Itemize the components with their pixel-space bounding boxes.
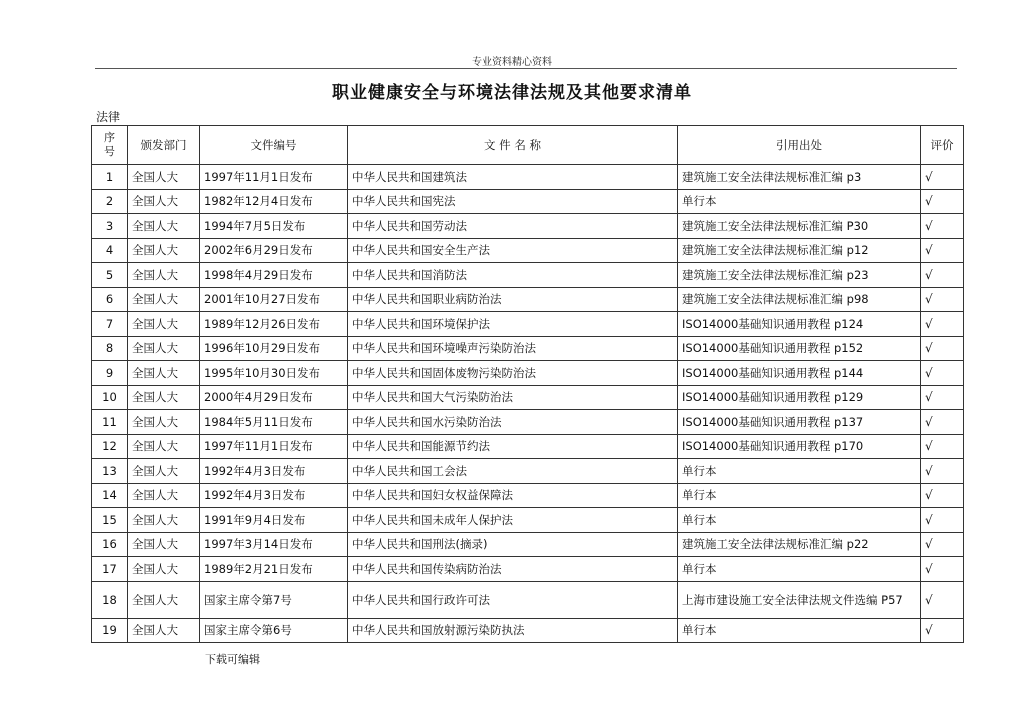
cell-seq: 6: [92, 287, 128, 312]
cell-dept: 全国人大: [128, 165, 200, 190]
cell-number: 2002年6月29日发布: [200, 238, 348, 263]
cell-eval-check-icon: √: [921, 336, 964, 361]
cell-name: 中华人民共和国刑法(摘录): [348, 532, 678, 557]
cell-eval-check-icon: √: [921, 361, 964, 386]
cell-name: 中华人民共和国能源节约法: [348, 434, 678, 459]
cell-number: 2001年10月27日发布: [200, 287, 348, 312]
cell-seq: 3: [92, 214, 128, 239]
table-row: [92, 312, 964, 337]
cell-seq: 16: [92, 532, 128, 557]
section-label: 法律: [96, 110, 121, 124]
table-row: [92, 434, 964, 459]
cell-seq: 15: [92, 508, 128, 533]
cell-name: 中华人民共和国工会法: [348, 459, 678, 484]
cell-name: 中华人民共和国消防法: [348, 263, 678, 288]
cell-name: 中华人民共和国水污染防治法: [348, 410, 678, 435]
cell-name: 中华人民共和国传染病防治法: [348, 557, 678, 582]
cell-source: 建筑施工安全法律法规标准汇编 p23: [678, 263, 921, 288]
cell-eval-check-icon: √: [921, 557, 964, 582]
cell-seq: 7: [92, 312, 128, 337]
cell-source: 单行本: [678, 557, 921, 582]
cell-eval-check-icon: √: [921, 263, 964, 288]
footer-note: 下载可编辑: [205, 653, 260, 666]
cell-source: 建筑施工安全法律法规标准汇编 p22: [678, 532, 921, 557]
cell-dept: 全国人大: [128, 263, 200, 288]
cell-source: 建筑施工安全法律法规标准汇编 P30: [678, 214, 921, 239]
cell-seq: 8: [92, 336, 128, 361]
cell-eval-check-icon: √: [921, 238, 964, 263]
cell-name: 中华人民共和国职业病防治法: [348, 287, 678, 312]
cell-eval-check-icon: √: [921, 532, 964, 557]
cell-number: 1992年4月3日发布: [200, 459, 348, 484]
cell-number: 1982年12月4日发布: [200, 189, 348, 214]
cell-source: ISO14000基础知识通用教程 p144: [678, 361, 921, 386]
table-row: [92, 557, 964, 582]
cell-seq: 11: [92, 410, 128, 435]
column-header-name: 文 件 名 称: [348, 126, 678, 165]
cell-seq: 17: [92, 557, 128, 582]
cell-eval-check-icon: √: [921, 410, 964, 435]
header-note: 专业资料精心资料: [472, 57, 552, 68]
table-row: [92, 385, 964, 410]
cell-eval-check-icon: √: [921, 287, 964, 312]
cell-eval-check-icon: √: [921, 165, 964, 190]
cell-seq: 10: [92, 385, 128, 410]
cell-dept: 全国人大: [128, 459, 200, 484]
cell-source: 上海市建设施工安全法律法规文件选编 P57: [678, 581, 921, 618]
cell-source: ISO14000基础知识通用教程 p137: [678, 410, 921, 435]
cell-dept: 全国人大: [128, 214, 200, 239]
cell-dept: 全国人大: [128, 385, 200, 410]
cell-number: 1992年4月3日发布: [200, 483, 348, 508]
cell-name: 中华人民共和国大气污染防治法: [348, 385, 678, 410]
column-header-source: 引用出处: [678, 126, 921, 165]
cell-seq: 14: [92, 483, 128, 508]
cell-name: 中华人民共和国妇女权益保障法: [348, 483, 678, 508]
regulations-table: [91, 125, 964, 643]
table-row: [92, 165, 964, 190]
cell-dept: 全国人大: [128, 618, 200, 643]
cell-number: 1991年9月4日发布: [200, 508, 348, 533]
cell-seq: 1: [92, 165, 128, 190]
cell-dept: 全国人大: [128, 287, 200, 312]
cell-name: 中华人民共和国建筑法: [348, 165, 678, 190]
cell-name: 中华人民共和国环境保护法: [348, 312, 678, 337]
cell-source: 建筑施工安全法律法规标准汇编 p3: [678, 165, 921, 190]
cell-source: ISO14000基础知识通用教程 p124: [678, 312, 921, 337]
cell-source: 单行本: [678, 618, 921, 643]
cell-number: 2000年4月29日发布: [200, 385, 348, 410]
cell-dept: 全国人大: [128, 361, 200, 386]
cell-seq: 18: [92, 581, 128, 618]
table-row: [92, 214, 964, 239]
cell-name: 中华人民共和国固体废物污染防治法: [348, 361, 678, 386]
cell-number: 1997年11月1日发布: [200, 165, 348, 190]
cell-dept: 全国人大: [128, 336, 200, 361]
cell-dept: 全国人大: [128, 508, 200, 533]
table-row: [92, 361, 964, 386]
cell-dept: 全国人大: [128, 189, 200, 214]
cell-seq: 19: [92, 618, 128, 643]
cell-name: 中华人民共和国放射源污染防执法: [348, 618, 678, 643]
cell-eval-check-icon: √: [921, 508, 964, 533]
cell-source: 单行本: [678, 483, 921, 508]
table-row: [92, 581, 964, 618]
cell-number: 1995年10月30日发布: [200, 361, 348, 386]
table-row: [92, 459, 964, 484]
cell-dept: 全国人大: [128, 312, 200, 337]
cell-dept: 全国人大: [128, 581, 200, 618]
cell-number: 1997年3月14日发布: [200, 532, 348, 557]
cell-eval-check-icon: √: [921, 581, 964, 618]
cell-seq: 4: [92, 238, 128, 263]
cell-source: ISO14000基础知识通用教程 p170: [678, 434, 921, 459]
table-header-row: [92, 126, 964, 165]
table-row: [92, 336, 964, 361]
cell-dept: 全国人大: [128, 434, 200, 459]
table-row: [92, 618, 964, 643]
cell-number: 1994年7月5日发布: [200, 214, 348, 239]
cell-name: 中华人民共和国宪法: [348, 189, 678, 214]
cell-number: 1998年4月29日发布: [200, 263, 348, 288]
cell-name: 中华人民共和国劳动法: [348, 214, 678, 239]
cell-number: 1989年12月26日发布: [200, 312, 348, 337]
column-header-eval: 评价: [921, 126, 964, 165]
cell-eval-check-icon: √: [921, 189, 964, 214]
cell-number: 国家主席令第7号: [200, 581, 348, 618]
cell-dept: 全国人大: [128, 410, 200, 435]
cell-dept: 全国人大: [128, 483, 200, 508]
cell-seq: 13: [92, 459, 128, 484]
table-row: [92, 263, 964, 288]
cell-source: 建筑施工安全法律法规标准汇编 p98: [678, 287, 921, 312]
cell-seq: 2: [92, 189, 128, 214]
table-row: [92, 508, 964, 533]
cell-name: 中华人民共和国安全生产法: [348, 238, 678, 263]
cell-dept: 全国人大: [128, 557, 200, 582]
cell-source: 单行本: [678, 508, 921, 533]
table-row: [92, 410, 964, 435]
cell-seq: 5: [92, 263, 128, 288]
table-row: [92, 532, 964, 557]
cell-name: 中华人民共和国行政许可法: [348, 581, 678, 618]
cell-number: 1997年11月1日发布: [200, 434, 348, 459]
column-header-seq: [92, 126, 128, 165]
cell-source: ISO14000基础知识通用教程 p129: [678, 385, 921, 410]
header-rule: [95, 68, 957, 69]
cell-source: 单行本: [678, 189, 921, 214]
cell-name: 中华人民共和国环境噪声污染防治法: [348, 336, 678, 361]
document-title: 职业健康安全与环境法律法规及其他要求清单: [332, 83, 692, 103]
cell-number: 1989年2月21日发布: [200, 557, 348, 582]
table-row: [92, 483, 964, 508]
table-row: [92, 189, 964, 214]
cell-seq: 12: [92, 434, 128, 459]
cell-eval-check-icon: √: [921, 459, 964, 484]
cell-number: 1996年10月29日发布: [200, 336, 348, 361]
cell-dept: 全国人大: [128, 532, 200, 557]
cell-dept: 全国人大: [128, 238, 200, 263]
cell-seq: 9: [92, 361, 128, 386]
cell-eval-check-icon: √: [921, 434, 964, 459]
cell-source: 单行本: [678, 459, 921, 484]
cell-eval-check-icon: √: [921, 385, 964, 410]
column-header-dept: 颁发部门: [128, 126, 200, 165]
cell-source: 建筑施工安全法律法规标准汇编 p12: [678, 238, 921, 263]
cell-eval-check-icon: √: [921, 483, 964, 508]
cell-number: 1984年5月11日发布: [200, 410, 348, 435]
cell-eval-check-icon: √: [921, 312, 964, 337]
column-header-number: 文件编号: [200, 126, 348, 165]
cell-source: ISO14000基础知识通用教程 p152: [678, 336, 921, 361]
cell-eval-check-icon: √: [921, 618, 964, 643]
table-row: [92, 287, 964, 312]
column-header-seq-label: 序号: [104, 131, 115, 158]
table-row: [92, 238, 964, 263]
cell-number: 国家主席令第6号: [200, 618, 348, 643]
cell-name: 中华人民共和国未成年人保护法: [348, 508, 678, 533]
cell-eval-check-icon: √: [921, 214, 964, 239]
